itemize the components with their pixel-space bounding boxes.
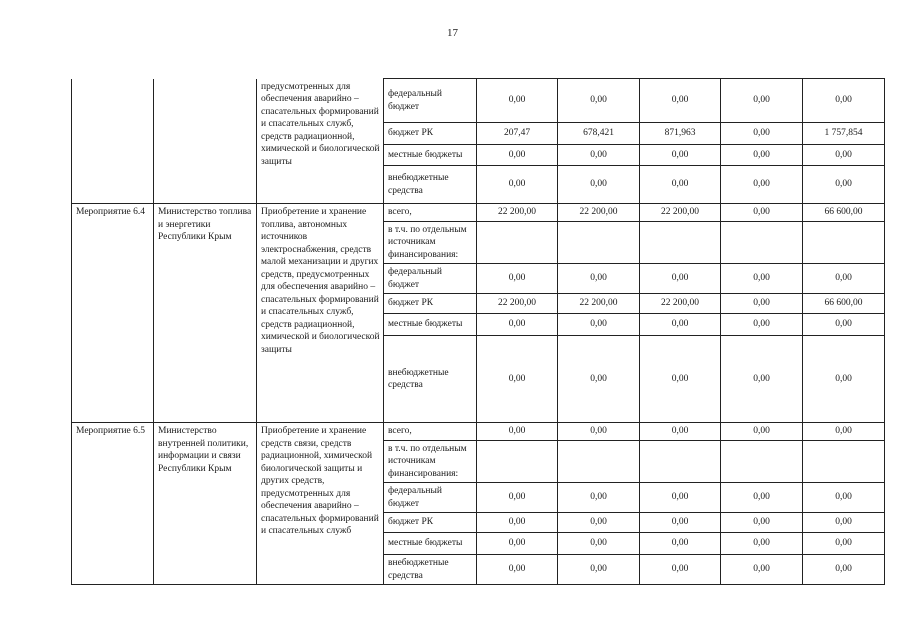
funding-source-cell: внебюджетные средства <box>384 555 477 585</box>
funding-source-cell: федеральный бюджет <box>384 79 477 123</box>
event-cell <box>72 79 154 204</box>
executor-cell: Министерство топлива и энергетики Республики Крым <box>154 204 257 423</box>
amount-cell: 0,00 <box>477 423 558 441</box>
executor-cell <box>154 79 257 204</box>
amount-cell: 0,00 <box>803 483 885 513</box>
funding-source-cell: бюджет РК <box>384 513 477 533</box>
amount-cell: 0,00 <box>558 336 640 423</box>
amount-cell: 0,00 <box>803 314 885 336</box>
amount-cell: 22 200,00 <box>640 204 721 222</box>
amount-cell: 0,00 <box>477 166 558 204</box>
amount-cell: 0,00 <box>640 483 721 513</box>
amount-cell: 1 757,854 <box>803 123 885 145</box>
description-cell: Приобретение и хранение средств связи, средств радиационной, химической биологической защиты и других средств, предусмотренных для обеспечения аварийно – спасательных формирований и спасательных служб <box>257 423 384 585</box>
amount-cell: 0,00 <box>558 423 640 441</box>
amount-cell: 0,00 <box>721 336 803 423</box>
amount-cell <box>558 440 640 483</box>
amount-cell: 0,00 <box>721 166 803 204</box>
amount-cell: 22 200,00 <box>640 294 721 314</box>
funding-source-cell: в т.ч. по отдельным источникам финансирования: <box>384 440 477 483</box>
amount-cell: 0,00 <box>803 264 885 294</box>
amount-cell: 0,00 <box>477 264 558 294</box>
amount-cell <box>477 440 558 483</box>
amount-cell: 22 200,00 <box>477 204 558 222</box>
page-number: 17 <box>447 27 458 39</box>
amount-cell: 0,00 <box>477 336 558 423</box>
funding-source-cell: в т.ч. по отдельным источникам финансирования: <box>384 221 477 264</box>
amount-cell <box>640 221 721 264</box>
amount-cell: 0,00 <box>803 423 885 441</box>
amount-cell: 0,00 <box>721 294 803 314</box>
amount-cell: 0,00 <box>721 513 803 533</box>
amount-cell <box>803 440 885 483</box>
amount-cell: 22 200,00 <box>477 294 558 314</box>
amount-cell: 0,00 <box>721 423 803 441</box>
amount-cell: 0,00 <box>640 555 721 585</box>
funding-source-cell: местные бюджеты <box>384 145 477 166</box>
table-body <box>72 79 885 585</box>
amount-cell: 0,00 <box>803 555 885 585</box>
amount-cell: 0,00 <box>803 513 885 533</box>
funding-source-cell: федеральный бюджет <box>384 264 477 294</box>
funding-source-cell: внебюджетные средства <box>384 166 477 204</box>
amount-cell <box>803 221 885 264</box>
funding-source-cell: всего, <box>384 423 477 441</box>
amount-cell: 0,00 <box>721 204 803 222</box>
amount-cell: 0,00 <box>803 145 885 166</box>
event-cell: Мероприятие 6.5 <box>72 423 154 585</box>
amount-cell: 0,00 <box>803 79 885 123</box>
amount-cell: 0,00 <box>640 166 721 204</box>
amount-cell: 0,00 <box>640 145 721 166</box>
amount-cell: 0,00 <box>721 483 803 513</box>
amount-cell: 0,00 <box>640 264 721 294</box>
amount-cell <box>721 221 803 264</box>
table-row <box>72 79 885 123</box>
amount-cell: 0,00 <box>477 555 558 585</box>
amount-cell: 0,00 <box>640 79 721 123</box>
amount-cell: 0,00 <box>721 264 803 294</box>
amount-cell: 0,00 <box>803 336 885 423</box>
amount-cell: 0,00 <box>803 533 885 555</box>
funding-source-cell: бюджет РК <box>384 123 477 145</box>
amount-cell: 66 600,00 <box>803 294 885 314</box>
amount-cell: 0,00 <box>558 314 640 336</box>
amount-cell: 0,00 <box>721 123 803 145</box>
funding-source-cell: всего, <box>384 204 477 222</box>
amount-cell: 0,00 <box>721 145 803 166</box>
amount-cell: 0,00 <box>721 533 803 555</box>
amount-cell: 0,00 <box>558 513 640 533</box>
amount-cell: 0,00 <box>477 483 558 513</box>
amount-cell: 0,00 <box>640 314 721 336</box>
amount-cell: 0,00 <box>477 79 558 123</box>
funding-source-cell: местные бюджеты <box>384 314 477 336</box>
amount-cell: 0,00 <box>721 79 803 123</box>
funding-source-cell: внебюджетные средства <box>384 336 477 423</box>
amount-cell: 0,00 <box>558 533 640 555</box>
amount-cell <box>477 221 558 264</box>
funding-source-cell: федеральный бюджет <box>384 483 477 513</box>
amount-cell: 66 600,00 <box>803 204 885 222</box>
amount-cell: 871,963 <box>640 123 721 145</box>
amount-cell: 0,00 <box>558 555 640 585</box>
amount-cell: 207,47 <box>477 123 558 145</box>
amount-cell: 0,00 <box>721 314 803 336</box>
amount-cell: 0,00 <box>558 145 640 166</box>
amount-cell: 0,00 <box>558 264 640 294</box>
amount-cell <box>558 221 640 264</box>
amount-cell: 0,00 <box>558 166 640 204</box>
event-cell: Мероприятие 6.4 <box>72 204 154 423</box>
amount-cell: 0,00 <box>640 423 721 441</box>
table-row <box>72 204 885 222</box>
description-cell: Приобретение и хранение топлива, автономных источников электроснабжения, средств малой механизации и других средств, предусмотренных для обеспечения аварийно – спасательных формирований и спасательных служб, средств радиационной, химической и биологической защиты <box>257 204 384 423</box>
amount-cell: 0,00 <box>803 166 885 204</box>
amount-cell: 0,00 <box>477 314 558 336</box>
amount-cell: 0,00 <box>721 555 803 585</box>
funding-source-cell: бюджет РК <box>384 294 477 314</box>
amount-cell <box>721 440 803 483</box>
amount-cell <box>640 440 721 483</box>
description-cell: предусмотренных для обеспечения аварийно – спасательных формирований и спасательных служб, средств радиационной, химической и биологической защиты <box>257 79 384 204</box>
amount-cell: 0,00 <box>640 513 721 533</box>
amount-cell: 0,00 <box>477 513 558 533</box>
financing-table <box>71 78 885 585</box>
amount-cell: 22 200,00 <box>558 204 640 222</box>
table-row <box>72 423 885 441</box>
amount-cell: 678,421 <box>558 123 640 145</box>
amount-cell: 22 200,00 <box>558 294 640 314</box>
amount-cell: 0,00 <box>477 145 558 166</box>
funding-source-cell: местные бюджеты <box>384 533 477 555</box>
amount-cell: 0,00 <box>640 533 721 555</box>
executor-cell: Министерство внутренней политики, информации и связи Республики Крым <box>154 423 257 585</box>
amount-cell: 0,00 <box>558 483 640 513</box>
amount-cell: 0,00 <box>558 79 640 123</box>
amount-cell: 0,00 <box>477 533 558 555</box>
amount-cell: 0,00 <box>640 336 721 423</box>
